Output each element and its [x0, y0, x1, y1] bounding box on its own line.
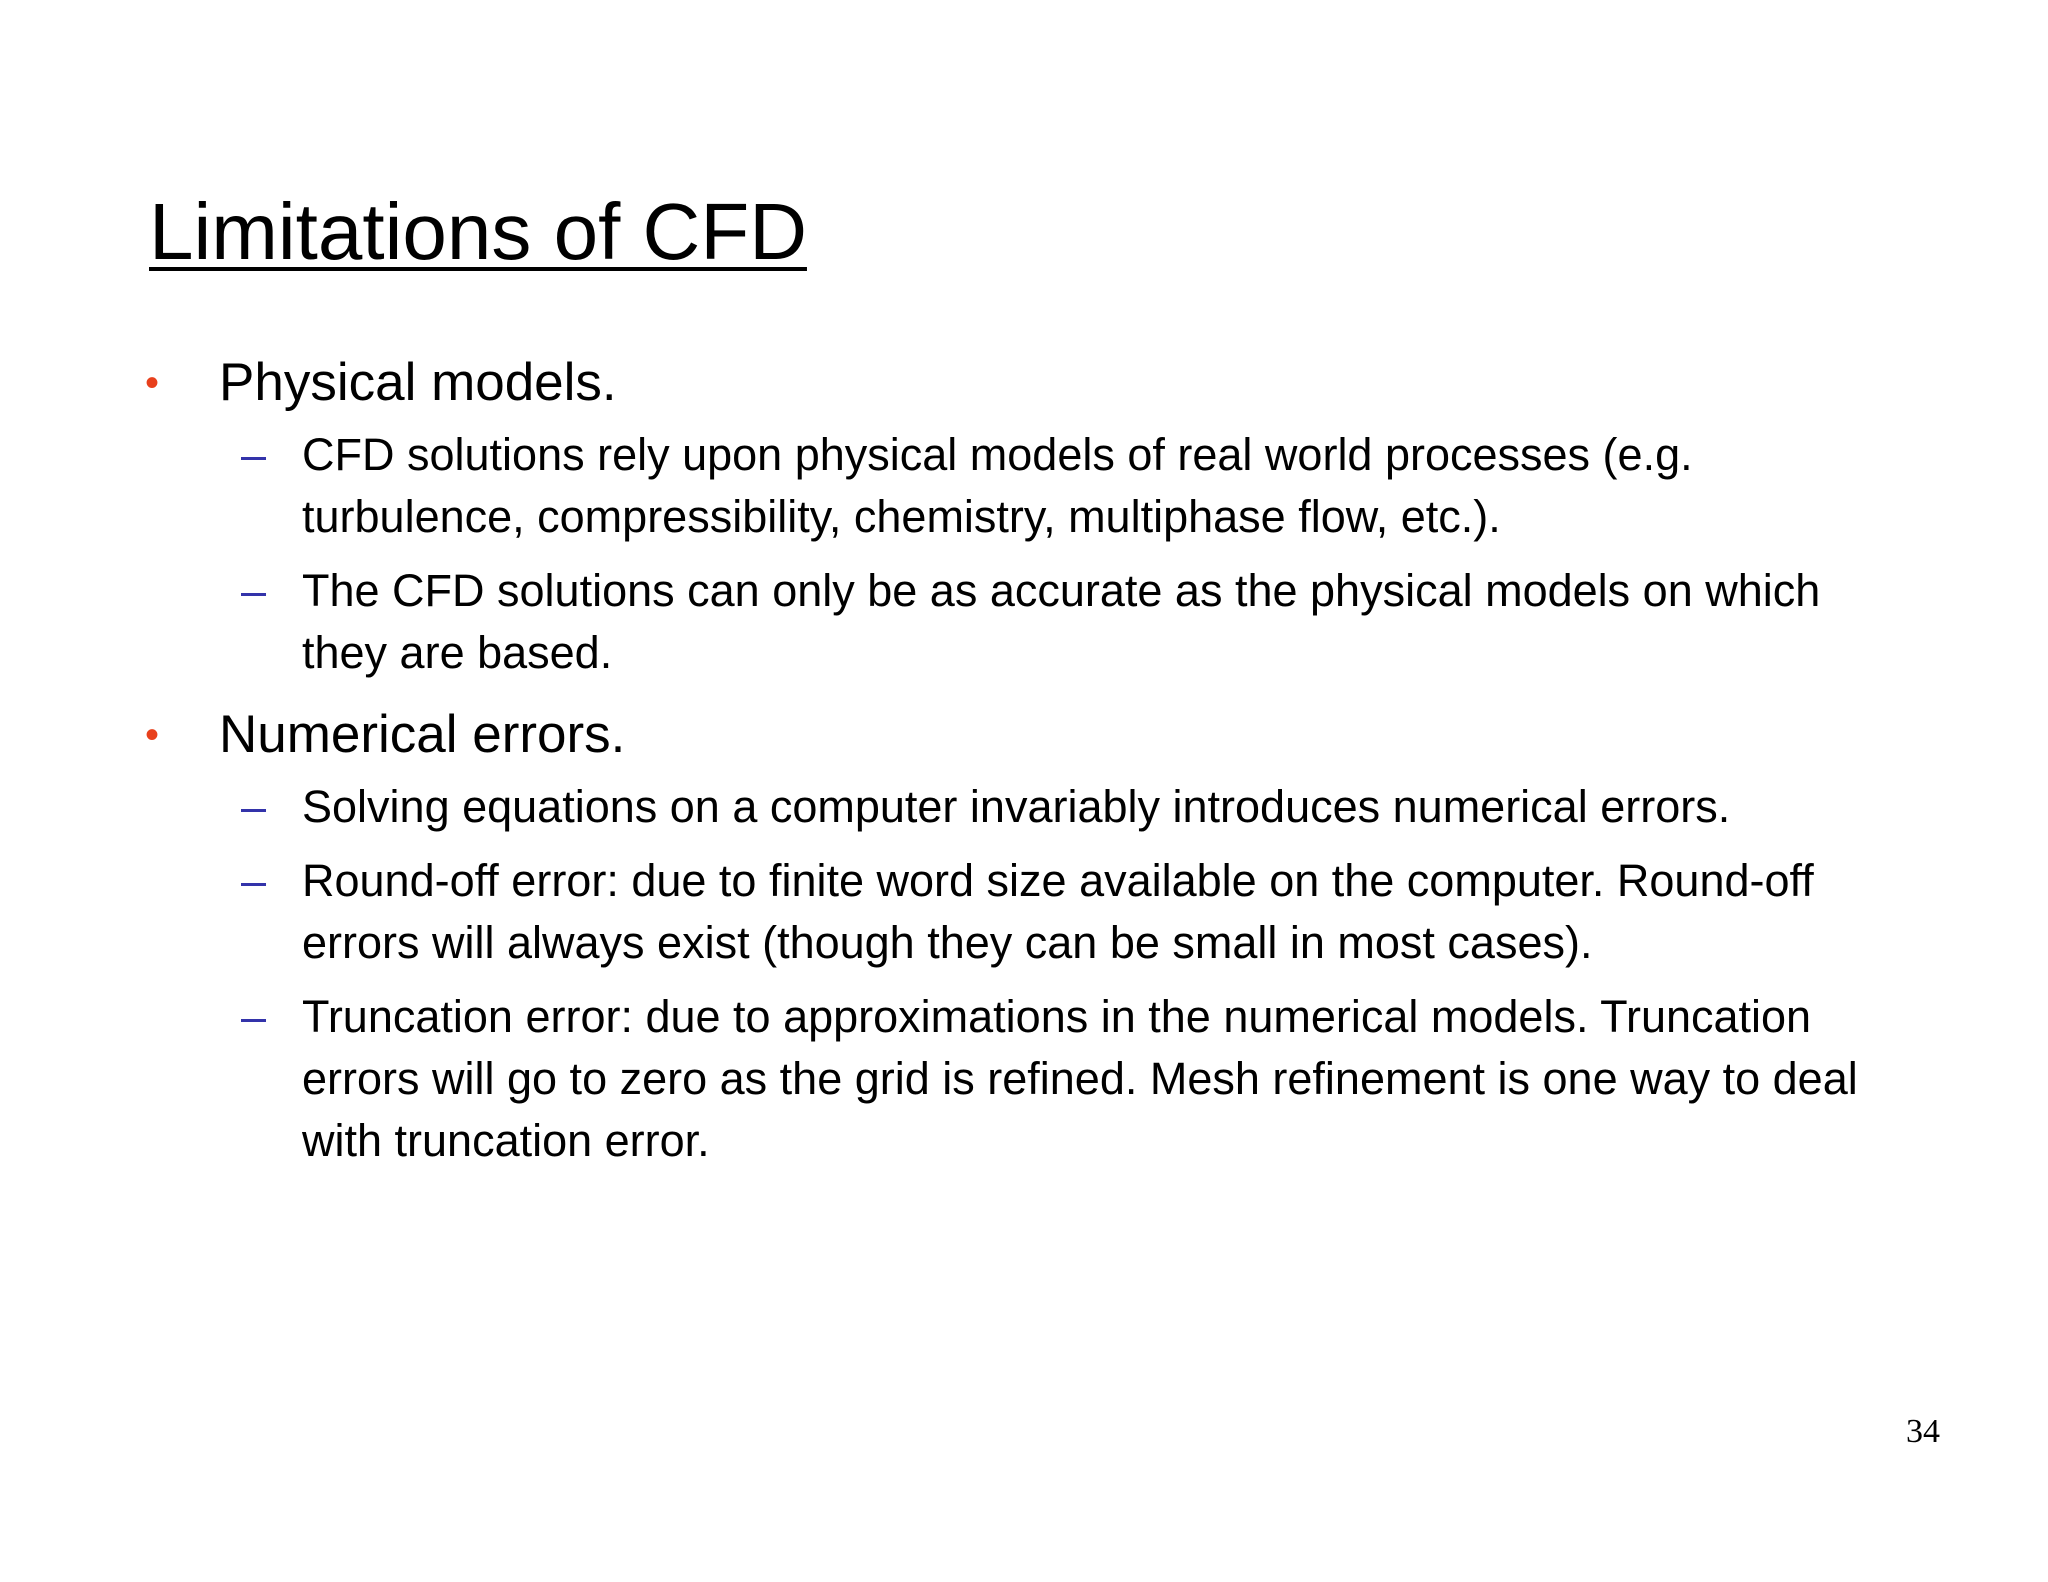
bullet-item	[145, 352, 1865, 414]
subitem-text: Solving equations on a computer invariably introduces numerical errors.	[302, 781, 1731, 832]
subitem	[145, 986, 1865, 1172]
bullet-text: Numerical errors.	[219, 705, 626, 764]
subitem-marker: –	[241, 781, 267, 832]
subitem-text: The CFD solutions can only be as accurate as the physical models on which they are based.	[302, 565, 1821, 678]
subitem-marker: –	[241, 855, 267, 906]
bullet-marker: •	[145, 361, 160, 405]
subitem-list	[145, 776, 1865, 1172]
slide-title: Limitations of CFD	[149, 187, 807, 276]
slide-content	[145, 352, 1865, 1192]
page-number: 34	[1906, 1413, 1940, 1450]
subitem	[145, 424, 1865, 548]
bullet-marker: •	[145, 713, 160, 757]
subitem-marker: –	[241, 991, 267, 1042]
subitem-text: Truncation error: due to approximations in the numerical models. Truncation errors will go to zero as the grid is refined. Mesh refinement is one way to deal with truncation error.	[302, 991, 1858, 1166]
bullet-item	[145, 704, 1865, 766]
subitem	[145, 776, 1865, 838]
subitem	[145, 850, 1865, 974]
subitem-list	[145, 424, 1865, 684]
bullet-text: Physical models.	[219, 353, 617, 412]
subitem	[145, 560, 1865, 684]
subitem-marker: –	[241, 565, 267, 616]
subitem-marker: –	[241, 429, 267, 480]
subitem-text: CFD solutions rely upon physical models of real world processes (e.g. turbulence, compressibility, chemistry, multiphase flow, etc.).	[302, 429, 1693, 542]
subitem-text: Round-off error: due to finite word size available on the computer. Round-off errors will always exist (though they can be small in most cases).	[302, 855, 1814, 968]
